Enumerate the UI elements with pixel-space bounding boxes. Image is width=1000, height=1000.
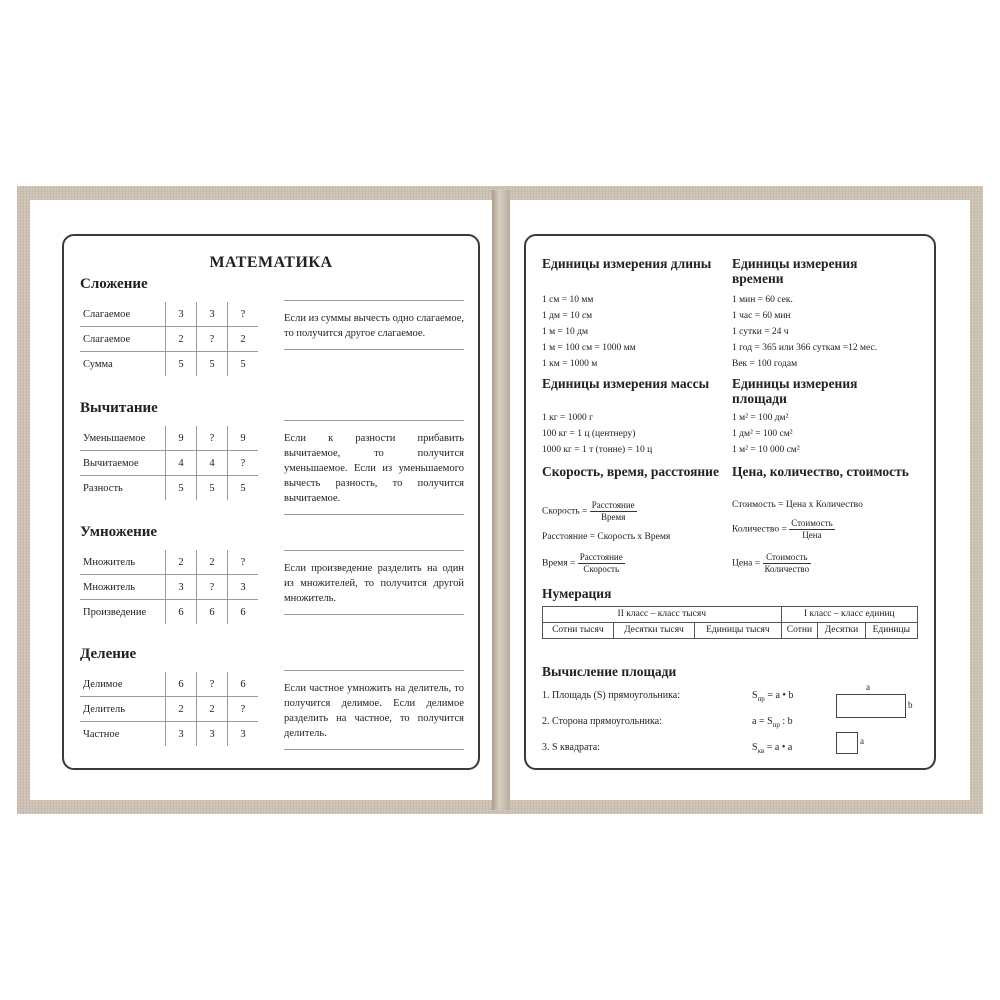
rectangle-side-b-label: b: [908, 700, 913, 710]
multiplication-rule: Если произведение разделить на один из множителей, то получится другой множитель.: [284, 550, 464, 615]
length-units-list: 1 см = 10 мм 1 дм = 10 см 1 м = 10 дм 1 м = 100 см = 1000 мм 1 км = 1000 м: [542, 295, 636, 369]
rectangle-diagram: [836, 694, 906, 718]
distance-formula: Расстояние = Скорость x Время: [542, 532, 671, 542]
mass-units-title: Единицы измерения массы: [542, 376, 710, 391]
section-title-division: Деление: [80, 646, 137, 662]
subtraction-rule: Если к разности прибавить вычитаемое, то получится уменьшаемое. Если из уменьшаемого вычесть разность, то получится вычитаемое.: [284, 420, 464, 515]
table-row: Делимое 6 ? 6: [80, 672, 258, 697]
table-row: Делитель 2 2 ?: [80, 697, 258, 722]
table-row: II класс – класс тысяч I класс – класс единиц: [543, 607, 918, 623]
multiplication-table: [80, 550, 258, 624]
left-page: [30, 200, 492, 800]
reference-panel: [524, 234, 936, 770]
rect-area-formula: $S_{пр} = a$ • b: [752, 690, 794, 703]
time-units-title: Единицы измерения времени: [732, 256, 858, 286]
area-calc-title: Вычисление площади: [542, 664, 677, 679]
square-diagram: [836, 732, 858, 754]
square-area-formula: $S_{кв} = a$ • a: [752, 742, 793, 755]
table-row: Сотни тысяч Десятки тысяч Единицы тысяч Сотни Десятки Единицы: [543, 623, 918, 639]
mass-units-list: 1 кг = 1000 г 100 кг = 1 ц (центнеру) 1000 кг = 1 т (тонне) = 10 ц: [542, 413, 653, 455]
cost-formula: Стоимость = Цена x Количество: [732, 500, 863, 510]
table-row: Разность 5 5 5: [80, 476, 258, 501]
time-formula: Время = $\frac{\text{Расстояние}}{\text{Скорость}}$: [542, 552, 623, 574]
book-spine: [492, 190, 510, 810]
speed-title: Скорость, время, расстояние: [542, 464, 719, 479]
table-row: Уменьшаемое 9 ? 9: [80, 426, 258, 451]
table-row: Вычитаемое 4 4 ?: [80, 451, 258, 476]
rect-area-label: 1. Площадь (S) прямоугольника:: [542, 690, 681, 701]
square-side-label: a: [860, 736, 864, 746]
table-row: Слагаемое 3 3 ?: [80, 302, 258, 327]
addition-rule: Если из суммы вычесть одно слагаемое, то получится другое слагаемое.: [284, 300, 464, 350]
section-title-addition: Сложение: [80, 276, 148, 292]
section-title-subtraction: Вычитание: [80, 400, 158, 416]
page-title: МАТЕМАТИКА: [209, 254, 333, 271]
addition-table: [80, 302, 258, 376]
area-units-title: Единицы измерения площади: [732, 376, 858, 406]
price-formula: Цена = $\frac{\text{Стоимость}}{\text{Количество}}$: [732, 552, 810, 574]
division-table: [80, 672, 258, 746]
table-row: Сумма 5 5 5: [80, 352, 258, 377]
length-units-title: Единицы измерения длины: [542, 256, 712, 271]
quantity-formula: Количество = $\frac{\text{Стоимость}}{\text{Цена}}$: [732, 518, 833, 540]
table-row: Частное 3 3 3: [80, 722, 258, 747]
rect-side-formula: $a = S_{пр}$ : b: [752, 716, 793, 729]
right-page: [510, 200, 970, 800]
numeration-table: [542, 606, 918, 639]
table-row: Множитель 2 2 ?: [80, 550, 258, 575]
rectangle-side-a-label: a: [866, 682, 870, 692]
speed-formula: Скорость = $\frac{\text{Расстояние}}{\text{Время}}$: [542, 500, 635, 522]
square-area-label: 3. S квадрата:: [542, 742, 600, 753]
numeration-title: Нумерация: [542, 586, 612, 601]
time-units-list: 1 мин = 60 сек. 1 час = 60 мин 1 сутки = 24 ч 1 год = 365 или 366 суткам =12 мес. Век = 100 годам: [732, 295, 878, 369]
section-title-multiplication: Умножение: [80, 524, 158, 540]
table-row: Слагаемое 2 ? 2: [80, 327, 258, 352]
subtraction-table: [80, 426, 258, 500]
division-rule: Если частное умножить на делитель, то получится делимое. Если делимое разделить на частное, то получится делитель.: [284, 670, 464, 750]
rect-side-label: 2. Сторона прямоугольника:: [542, 716, 662, 727]
table-row: Произведение 6 6 6: [80, 600, 258, 625]
table-row: Множитель 3 ? 3: [80, 575, 258, 600]
math-panel: [62, 234, 480, 770]
price-title: Цена, количество, стоимость: [732, 464, 909, 479]
area-units-list: 1 м² = 100 дм² 1 дм² = 100 см² 1 м² = 10 000 см²: [732, 413, 800, 455]
